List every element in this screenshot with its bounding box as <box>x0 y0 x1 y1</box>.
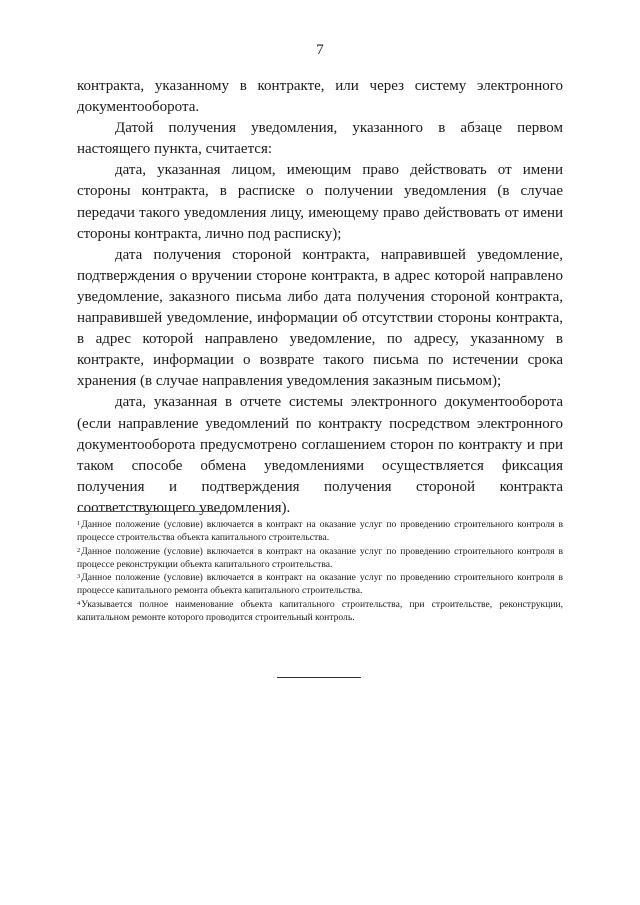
footnotes <box>77 518 563 624</box>
footnote-4 <box>77 598 563 625</box>
footnote-1 <box>77 518 563 545</box>
paragraph-continuation: контракта, указанному в контракте, или через систему электронного документооборота. <box>77 78 563 116</box>
footnote-text: Данное положение (условие) включается в контракт на оказание услуг по проведению строительного контроля в процессе капитального ремонта объекта капитального строительства. <box>77 572 563 597</box>
footnote-separator <box>77 511 229 512</box>
document-end-rule <box>277 677 361 678</box>
footnote-mark: 4 <box>77 599 81 607</box>
footnote-text: Указывается полное наименование объекта капитального строительства, при строительстве, реконструкции, капитальном ремонте которого проводится строительный контроль. <box>77 598 563 624</box>
paragraph-registered-letter: дата получения стороной контракта, направившей уведомление, подтверждения о вручении стороне контракта, в адрес которой направлено уведомление, заказного письма либо дата получения стороной контракта, направившей уведомление, информации об отсутствии стороны контракта, в адрес которой направлено уведомление, по адресу, указанному в контракте, информации о возврате такого письма по истечении срока хранения (в случае направления уведомления заказным письмом); <box>77 246 563 390</box>
footnote-3 <box>77 571 563 598</box>
footnote-text: Данное положение (условие) включается в контракт на оказание услуг по проведению строительного контроля в процессе строительства объекта капитального строительства. <box>77 519 563 544</box>
document-body <box>77 76 563 519</box>
footnote-2 <box>77 545 563 572</box>
footnote-mark: 1 <box>77 520 81 527</box>
paragraph-receipt-signature: дата, указанная лицом, имеющим право действовать от имени стороны контракта, в расписке о получении уведомления (в случае передачи такого уведомления лицу, имеющему право действовать от имени стороны контракта, лично под расписку); <box>77 162 563 242</box>
page-number: 7 <box>316 42 324 58</box>
footnote-mark: 3 <box>77 573 81 581</box>
footnote-mark: 2 <box>77 546 81 554</box>
paragraph-receipt-date-intro: Датой получения уведомления, указанного в абзаце первом настоящего пункта, считается: <box>77 120 563 158</box>
footnote-text: Данное положение (условие) включается в контракт на оказание услуг по проведению строительного контроля в процессе реконструкции объекта капитального строительства. <box>77 545 563 570</box>
paragraph-electronic-report: дата, указанная в отчете системы электронного документооборота (если направление уведомлений по контракту посредством электронного документооборота предусмотрено соглашением сторон по контракту и при таком способе обмена уведомлениями осуществляется фиксация получения и подтверждения получения стороной контракта соответствующего уведомления). <box>77 394 563 516</box>
